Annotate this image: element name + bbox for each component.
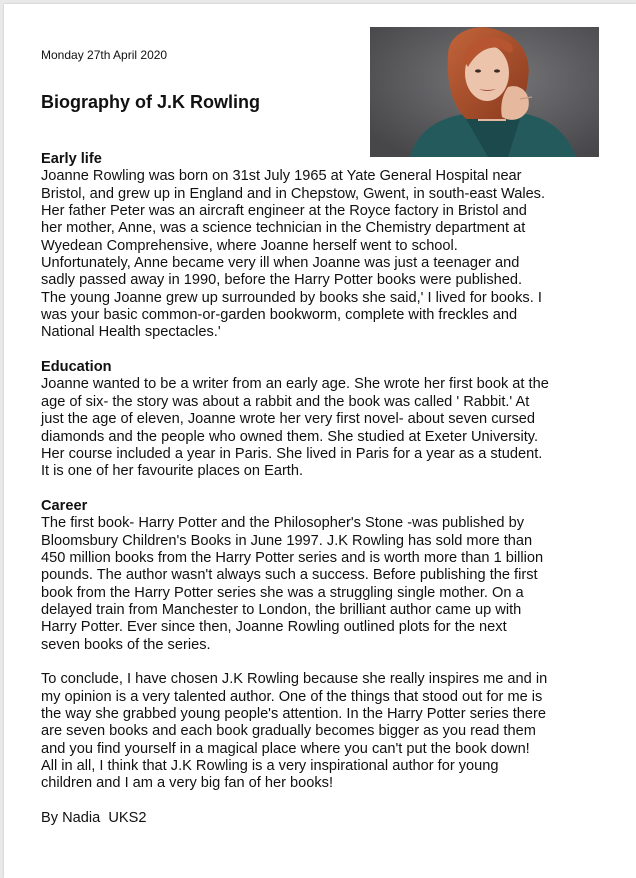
- section-heading-early-life: Early life: [41, 151, 102, 167]
- author-portrait-icon: [370, 27, 599, 157]
- section-text-career: The first book- Harry Potter and the Philosopher's Stone -was published by Bloomsbury Children's Books in June 1997. J.K Rowling has sold more than 450 million books from the Harry Potter series and is worth more than 1 billion pounds. The author wasn't always such a success. Before publishing the first book from the Harry Potter series she was a struggling single mother. On a delayed train from Manchester to London, the brilliant author came up with Harry Potter. Ever since then, Joanne Rowling outlined plots for the next seven books of the series.: [41, 515, 544, 653]
- document-body: [41, 151, 607, 827]
- section-heading-career: Career: [41, 497, 88, 514]
- document-page: [4, 4, 636, 878]
- section-heading-education: Education: [41, 359, 112, 376]
- document-title: Biography of J.K Rowling: [41, 92, 260, 112]
- section-text-education: Joanne wanted to be a writer from an early age. She wrote her first book at the age of six- the story was about a rabbit and the book was called ' Rabbit.' At just the age of eleven, Joanne wrote her very first novel- about seven cursed diamonds and the people who owned them. She studied at Exeter University. Her course included a year in Paris. She lived in Paris for a year as a student. It is one of her favourite places on Earth.: [41, 376, 549, 480]
- byline: By Nadia UKS2: [41, 810, 147, 827]
- section-text-early-life: Joanne Rowling was born on 31st July 1965 at Yate General Hospital near Bristol, and grew up in England and in Chepstow, Gwent, in south-east Wales. Her father Peter was an aircraft engineer at the Royce factory in Bristol and her mother, Anne, was a science technician in the Chemistry department at Wyedean Comprehensive, where Joanne herself went to school. Unfortunately, Anne became very ill when Joanne was just a teenager and sadly passed away in 1990, before the Harry Potter books were published. The young Joanne grew up surrounded by books she said,' I lived for books. I was your basic common-or-garden bookworm, complete with freckles and National Health spectacles.': [41, 168, 546, 341]
- author-photo: [370, 27, 599, 157]
- document-date: Monday 27th April 2020: [41, 48, 168, 62]
- conclusion-text: To conclude, I have chosen J.K Rowling because she really inspires me and in my opinion is a very talented author. One of the things that stood out for me is the way she grabbed young people's attention. In the Harry Potter series there are seven books and each book gradually becomes bigger as you read them and you find yourself in a magical place where you can't put the book down! All in all, I think that J.K Rowling is a very inspirational author for young children and I am a very big fan of her books!: [41, 671, 548, 792]
